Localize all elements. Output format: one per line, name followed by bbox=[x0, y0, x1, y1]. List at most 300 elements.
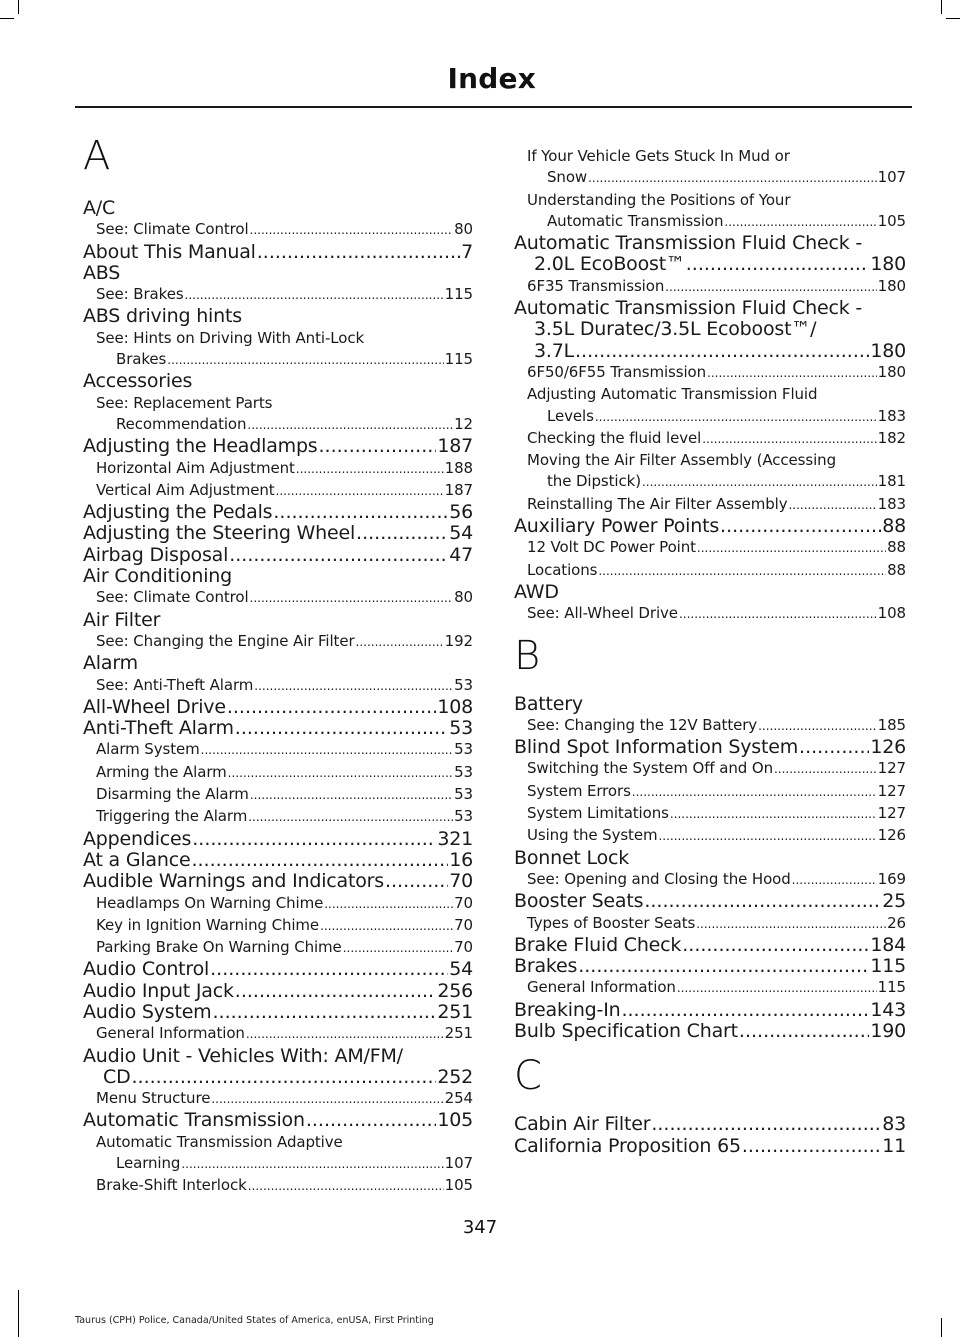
index-subentry bbox=[514, 428, 906, 450]
entry-text: Audio Unit - Vehicles With: AM/FM/ bbox=[83, 1045, 403, 1067]
entry-text: Automatic Transmission Fluid Check - bbox=[514, 298, 863, 320]
entry-text: Levels bbox=[547, 406, 594, 425]
leader-dots bbox=[250, 219, 454, 241]
entry-text: See: Changing the Engine Air Filter bbox=[96, 631, 355, 650]
page-ref: 190 bbox=[870, 1020, 906, 1042]
index-entry bbox=[514, 1136, 906, 1157]
entry-continuation bbox=[514, 167, 906, 189]
entry-text: Air Conditioning bbox=[83, 566, 232, 588]
index-subentry bbox=[83, 587, 473, 609]
leader-dots bbox=[665, 276, 876, 298]
leader-dots bbox=[356, 631, 444, 653]
page-ref: 107 bbox=[877, 168, 906, 187]
crop-mark bbox=[946, 18, 960, 19]
index-subentry bbox=[83, 739, 473, 761]
footer-note: Taurus (CPH) Police, Canada/United States of America, enUSA, First Printing bbox=[75, 1315, 434, 1326]
entry-text: See: Brakes bbox=[96, 285, 184, 304]
index-subentry bbox=[83, 1023, 473, 1045]
entry-text: ABS bbox=[83, 262, 121, 284]
leader-dots bbox=[642, 471, 877, 493]
entry-text: Snow bbox=[547, 168, 588, 187]
page-ref: 126 bbox=[877, 826, 906, 845]
leader-dots bbox=[181, 1153, 443, 1175]
entry-text: 12 Volt DC Power Point bbox=[527, 538, 696, 557]
entry-text: Alarm bbox=[83, 653, 138, 675]
leader-dots bbox=[227, 697, 437, 718]
leader-dots bbox=[254, 675, 453, 697]
page-ref: 88 bbox=[887, 538, 906, 557]
leader-dots bbox=[343, 937, 453, 959]
index-entry bbox=[83, 566, 473, 587]
section-letter-a: A bbox=[83, 133, 111, 179]
page-ref: 25 bbox=[882, 891, 906, 913]
page-ref: 53 bbox=[454, 762, 473, 781]
entry-text: Locations bbox=[527, 560, 598, 579]
leader-dots bbox=[229, 545, 448, 566]
leader-dots bbox=[250, 587, 454, 609]
page-number: 347 bbox=[462, 1217, 498, 1238]
leader-dots bbox=[702, 428, 876, 450]
page-ref: 115 bbox=[444, 285, 473, 304]
page-ref: 192 bbox=[444, 631, 473, 650]
entry-text: Horizontal Aim Adjustment bbox=[96, 458, 295, 477]
leader-dots bbox=[273, 502, 448, 523]
leader-dots bbox=[167, 349, 443, 371]
entry-text: Automatic Transmission Fluid Check - bbox=[514, 233, 863, 255]
leader-dots bbox=[296, 458, 444, 480]
entry-text: 6F50/6F55 Transmission bbox=[527, 362, 707, 381]
entry-text: See: Climate Control bbox=[96, 220, 249, 239]
leader-dots bbox=[192, 829, 436, 850]
entry-text: Air Filter bbox=[83, 609, 161, 631]
index-entry bbox=[514, 956, 906, 977]
index-entry bbox=[514, 582, 906, 603]
index-entry bbox=[83, 1110, 473, 1131]
page-ref: 256 bbox=[437, 980, 473, 1002]
page-title: Index bbox=[447, 62, 536, 95]
leader-dots bbox=[788, 494, 876, 516]
page-ref: 47 bbox=[449, 544, 473, 566]
entry-text: System Limitations bbox=[527, 804, 669, 823]
page-ref: 182 bbox=[877, 428, 906, 447]
leader-dots bbox=[682, 935, 869, 956]
index-entry bbox=[83, 545, 473, 566]
right-column bbox=[514, 146, 906, 1157]
index-subentry bbox=[514, 825, 906, 847]
leader-dots bbox=[250, 784, 453, 806]
entry-continuation bbox=[514, 406, 906, 428]
page-ref: 184 bbox=[870, 934, 906, 956]
index-subentry bbox=[83, 1132, 473, 1153]
leader-dots bbox=[306, 1110, 437, 1131]
leader-dots bbox=[588, 167, 877, 189]
entry-text: 3.5L Duratec/3.5L Ecoboost™/ bbox=[534, 319, 817, 341]
crop-mark bbox=[941, 1318, 942, 1337]
entry-continuation bbox=[83, 414, 473, 436]
index-entry bbox=[83, 242, 473, 263]
entry-text: Bonnet Lock bbox=[514, 847, 630, 869]
entry-continuation bbox=[83, 349, 473, 371]
entry-text: See: All-Wheel Drive bbox=[527, 604, 678, 623]
index-entry bbox=[83, 436, 473, 457]
entry-continuation bbox=[83, 1153, 473, 1175]
index-subentry bbox=[83, 1088, 473, 1110]
entry-text: Reinstalling The Air Filter Assembly bbox=[527, 494, 788, 513]
page-ref: 108 bbox=[437, 696, 473, 718]
index-entry bbox=[514, 233, 906, 254]
index-subentry bbox=[83, 631, 473, 653]
index-subentry bbox=[514, 362, 906, 384]
index-entry bbox=[83, 871, 473, 892]
entry-text: Vertical Aim Adjustment bbox=[96, 480, 275, 499]
page-ref: 56 bbox=[449, 502, 473, 524]
entry-text: Cabin Air Filter bbox=[514, 1114, 651, 1136]
entry-text: Parking Brake On Warning Chime bbox=[96, 938, 342, 957]
entry-text: Switching the System Off and On bbox=[527, 759, 773, 778]
index-subentry bbox=[514, 276, 906, 298]
index-subentry bbox=[514, 146, 906, 167]
leader-dots bbox=[324, 893, 453, 915]
leader-dots bbox=[248, 1175, 444, 1197]
page-ref: 108 bbox=[877, 604, 906, 623]
page-ref: 107 bbox=[444, 1154, 473, 1173]
index-entry bbox=[83, 850, 473, 871]
entry-text: System Errors bbox=[527, 781, 631, 800]
entry-text: Audible Warnings and Indicators bbox=[83, 871, 384, 893]
header-divider bbox=[75, 106, 912, 108]
page-ref: 143 bbox=[870, 999, 906, 1021]
index-subentry bbox=[83, 806, 473, 828]
page-ref: 188 bbox=[444, 458, 473, 477]
entry-text: Airbag Disposal bbox=[83, 544, 229, 566]
entry-text: CD bbox=[103, 1066, 131, 1088]
entry-continuation bbox=[514, 341, 906, 362]
entry-text: Automatic Transmission bbox=[83, 1110, 305, 1132]
entry-text: AWD bbox=[514, 581, 559, 603]
page-ref: 187 bbox=[437, 436, 473, 458]
entry-text: Appendices bbox=[83, 828, 192, 850]
index-subentry bbox=[514, 803, 906, 825]
page-ref: 187 bbox=[444, 480, 473, 499]
section-letter-b: B bbox=[514, 632, 541, 679]
crop-mark bbox=[18, 1290, 19, 1337]
page-ref: 83 bbox=[882, 1114, 906, 1136]
index-subentry bbox=[83, 458, 473, 480]
leader-dots bbox=[621, 1000, 869, 1021]
entry-text: Adjusting Automatic Transmission Fluid bbox=[527, 385, 818, 404]
leader-dots bbox=[228, 762, 453, 784]
leader-dots bbox=[696, 913, 886, 935]
leader-dots bbox=[385, 871, 448, 892]
page-ref: 54 bbox=[449, 959, 473, 981]
leader-dots bbox=[679, 603, 877, 625]
entry-text: 2.0L EcoBoost™ bbox=[534, 254, 685, 276]
entry-text: See: Replacement Parts bbox=[96, 393, 273, 412]
page-ref: 53 bbox=[454, 675, 473, 694]
entry-text: Battery bbox=[514, 693, 583, 715]
leader-dots bbox=[598, 560, 886, 582]
index-entry bbox=[514, 935, 906, 956]
entry-continuation bbox=[83, 1067, 473, 1088]
leader-dots bbox=[697, 537, 886, 559]
leader-dots bbox=[578, 956, 869, 977]
page-ref: 183 bbox=[877, 406, 906, 425]
page-ref: 180 bbox=[870, 340, 906, 362]
entry-text: Breaking-In bbox=[514, 999, 621, 1021]
index-entry bbox=[83, 829, 473, 850]
index-subentry bbox=[83, 219, 473, 241]
entry-text: Types of Booster Seats bbox=[527, 913, 696, 932]
index-subentry bbox=[514, 715, 906, 737]
leader-dots bbox=[320, 915, 453, 937]
index-subentry bbox=[514, 537, 906, 559]
page-ref: 12 bbox=[454, 414, 473, 433]
entry-text: See: Anti-Theft Alarm bbox=[96, 675, 254, 694]
index-subentry bbox=[83, 937, 473, 959]
index-entry bbox=[83, 959, 473, 980]
page-ref: 251 bbox=[444, 1024, 473, 1043]
page-ref: 181 bbox=[877, 472, 906, 491]
entry-text: Blind Spot Information System bbox=[514, 737, 799, 759]
page-ref: 105 bbox=[877, 211, 906, 230]
entry-text: Adjusting the Steering Wheel bbox=[83, 523, 356, 545]
index-subentry bbox=[83, 675, 473, 697]
page-ref: 115 bbox=[444, 350, 473, 369]
leader-dots bbox=[276, 480, 444, 502]
index-entry bbox=[83, 306, 473, 327]
index-subentry bbox=[514, 603, 906, 625]
index-entry bbox=[83, 1002, 473, 1023]
entry-text: General Information bbox=[527, 978, 676, 997]
page-ref: 16 bbox=[449, 849, 473, 871]
b-entries bbox=[514, 694, 906, 1043]
entry-text: Bulb Specification Chart bbox=[514, 1020, 738, 1042]
page-ref: 115 bbox=[870, 956, 906, 978]
index-subentry bbox=[514, 758, 906, 780]
index-subentry bbox=[514, 869, 906, 891]
entry-continuation bbox=[514, 254, 906, 275]
entry-text: ABS driving hints bbox=[83, 306, 242, 328]
leader-dots bbox=[201, 739, 453, 761]
leader-dots bbox=[774, 758, 877, 780]
page-ref: 70 bbox=[449, 871, 473, 893]
entry-text: Auxiliary Power Points bbox=[514, 516, 720, 538]
entry-continuation bbox=[514, 211, 906, 233]
index-entry bbox=[514, 1021, 906, 1042]
page-ref: 11 bbox=[882, 1135, 906, 1157]
leader-dots bbox=[742, 1136, 881, 1157]
entry-text: Recommendation bbox=[116, 414, 247, 433]
leader-dots bbox=[132, 1067, 437, 1088]
page-ref: 80 bbox=[454, 588, 473, 607]
entry-text: Booster Seats bbox=[514, 891, 644, 913]
page-ref: 115 bbox=[877, 978, 906, 997]
entry-text: Learning bbox=[116, 1154, 181, 1173]
page-ref: 53 bbox=[449, 718, 473, 740]
leader-dots bbox=[246, 1023, 444, 1045]
entry-continuation bbox=[514, 319, 906, 340]
entry-text: See: Hints on Driving With Anti-Lock bbox=[96, 328, 365, 347]
entry-text: Disarming the Alarm bbox=[96, 785, 249, 804]
leader-dots bbox=[595, 406, 877, 428]
leader-dots bbox=[247, 414, 453, 436]
entry-text: General Information bbox=[96, 1024, 245, 1043]
entry-text: 3.7L bbox=[534, 340, 575, 362]
index-subentry bbox=[514, 560, 906, 582]
entry-text: Checking the fluid level bbox=[527, 428, 702, 447]
index-subentry bbox=[83, 893, 473, 915]
page-ref: 7 bbox=[461, 241, 473, 263]
entry-text: Menu Structure bbox=[96, 1089, 211, 1108]
leader-dots bbox=[235, 981, 437, 1002]
entry-text: See: Opening and Closing the Hood bbox=[527, 869, 791, 888]
entry-text: 6F35 Transmission bbox=[527, 276, 665, 295]
index-subentry bbox=[514, 450, 906, 471]
leader-dots bbox=[575, 341, 869, 362]
page-ref: 180 bbox=[870, 254, 906, 276]
entry-text: Arming the Alarm bbox=[96, 762, 227, 781]
leader-dots bbox=[758, 715, 877, 737]
crop-mark bbox=[941, 0, 942, 14]
entry-text: Alarm System bbox=[96, 740, 200, 759]
entry-text: If Your Vehicle Gets Stuck In Mud or bbox=[527, 147, 790, 165]
page-ref: 70 bbox=[454, 915, 473, 934]
entry-text: See: Changing the 12V Battery bbox=[527, 715, 758, 734]
leader-dots bbox=[651, 1114, 881, 1135]
index-subentry bbox=[83, 762, 473, 784]
entry-text: Triggering the Alarm bbox=[96, 807, 248, 826]
page-ref: 88 bbox=[882, 516, 906, 538]
section-letter-c: C bbox=[514, 1053, 542, 1100]
c-entries bbox=[514, 1114, 906, 1157]
index-subentry bbox=[83, 784, 473, 806]
entry-text: Automatic Transmission Adaptive bbox=[96, 1132, 343, 1151]
leader-dots bbox=[257, 242, 460, 263]
page-ref: 252 bbox=[437, 1066, 473, 1088]
page-ref: 105 bbox=[437, 1110, 473, 1132]
leader-dots bbox=[720, 516, 881, 537]
leader-dots bbox=[191, 850, 448, 871]
page-ref: 180 bbox=[877, 362, 906, 381]
entry-continuation bbox=[514, 471, 906, 493]
leader-dots bbox=[724, 211, 876, 233]
index-entry bbox=[514, 1000, 906, 1021]
entry-text: Audio Control bbox=[83, 959, 210, 981]
index-entry bbox=[514, 737, 906, 758]
page-ref: 321 bbox=[437, 828, 473, 850]
page-ref: 26 bbox=[887, 913, 906, 932]
leader-dots bbox=[185, 284, 444, 306]
page-ref: 70 bbox=[454, 938, 473, 957]
index-subentry bbox=[83, 480, 473, 502]
leader-dots bbox=[319, 436, 437, 457]
leader-dots bbox=[707, 362, 877, 384]
index-entry bbox=[514, 694, 906, 715]
page-ref: 183 bbox=[877, 494, 906, 513]
index-subentry bbox=[83, 915, 473, 937]
page-ref: 53 bbox=[454, 740, 473, 759]
index-entry bbox=[514, 516, 906, 537]
right-top-entries bbox=[514, 146, 906, 626]
index-entry bbox=[83, 371, 473, 392]
leader-dots bbox=[677, 977, 877, 999]
index-subentry bbox=[514, 494, 906, 516]
index-entry bbox=[83, 523, 473, 544]
index-entry bbox=[83, 718, 473, 739]
page-ref: 80 bbox=[454, 220, 473, 239]
leader-dots bbox=[739, 1021, 869, 1042]
crop-mark bbox=[0, 18, 14, 19]
page-ref: 169 bbox=[877, 869, 906, 888]
entry-text: Key in Ignition Warning Chime bbox=[96, 915, 320, 934]
entry-text: Accessories bbox=[83, 371, 193, 393]
page-ref: 127 bbox=[877, 781, 906, 800]
leader-dots bbox=[792, 869, 877, 891]
page-ref: 180 bbox=[877, 276, 906, 295]
leader-dots bbox=[211, 1088, 443, 1110]
index-entry bbox=[83, 198, 473, 219]
index-subentry bbox=[514, 190, 906, 211]
entry-text: Brakes bbox=[514, 956, 578, 978]
page-ref: 126 bbox=[870, 737, 906, 759]
index-subentry bbox=[83, 284, 473, 306]
entry-text: Brakes bbox=[116, 350, 167, 369]
index-entry bbox=[83, 502, 473, 523]
page-ref: 127 bbox=[877, 804, 906, 823]
entry-text: California Proposition 65 bbox=[514, 1135, 741, 1157]
entry-text: Adjusting the Headlamps bbox=[83, 436, 318, 458]
entry-text: Automatic Transmission bbox=[547, 211, 724, 230]
page-ref: 105 bbox=[444, 1176, 473, 1195]
page-ref: 127 bbox=[877, 759, 906, 778]
entry-text: Using the System bbox=[527, 826, 658, 845]
entry-text: the Dipstick) bbox=[547, 472, 641, 491]
entry-text: Moving the Air Filter Assembly (Accessing bbox=[527, 451, 836, 470]
index-entry bbox=[514, 848, 906, 869]
entry-text: About This Manual bbox=[83, 241, 256, 263]
entry-text: Brake Fluid Check bbox=[514, 934, 682, 956]
index-subentry bbox=[83, 393, 473, 414]
leader-dots bbox=[213, 1002, 437, 1023]
page-ref: 88 bbox=[887, 560, 906, 579]
index-entry bbox=[514, 298, 906, 319]
page-ref: 53 bbox=[454, 785, 473, 804]
entry-text: Headlamps On Warning Chime bbox=[96, 893, 324, 912]
leader-dots bbox=[356, 523, 448, 544]
index-subentry bbox=[83, 328, 473, 349]
index-subentry bbox=[514, 913, 906, 935]
leader-dots bbox=[658, 825, 876, 847]
leader-dots bbox=[235, 718, 448, 739]
entry-text: Anti-Theft Alarm bbox=[83, 718, 234, 740]
page-ref: 185 bbox=[877, 715, 906, 734]
index-subentry bbox=[514, 384, 906, 405]
entry-text: Audio System bbox=[83, 1001, 212, 1023]
entry-text: All-Wheel Drive bbox=[83, 696, 226, 718]
leader-dots bbox=[632, 781, 877, 803]
index-subentry bbox=[514, 781, 906, 803]
page-ref: 54 bbox=[449, 523, 473, 545]
left-column bbox=[83, 128, 473, 1198]
page-ref: 251 bbox=[437, 1001, 473, 1023]
leader-dots bbox=[670, 803, 877, 825]
index-entry bbox=[83, 981, 473, 1002]
page-ref: 254 bbox=[444, 1089, 473, 1108]
index-entry bbox=[83, 697, 473, 718]
leader-dots bbox=[799, 737, 869, 758]
leader-dots bbox=[210, 959, 448, 980]
index-entry bbox=[514, 1114, 906, 1135]
